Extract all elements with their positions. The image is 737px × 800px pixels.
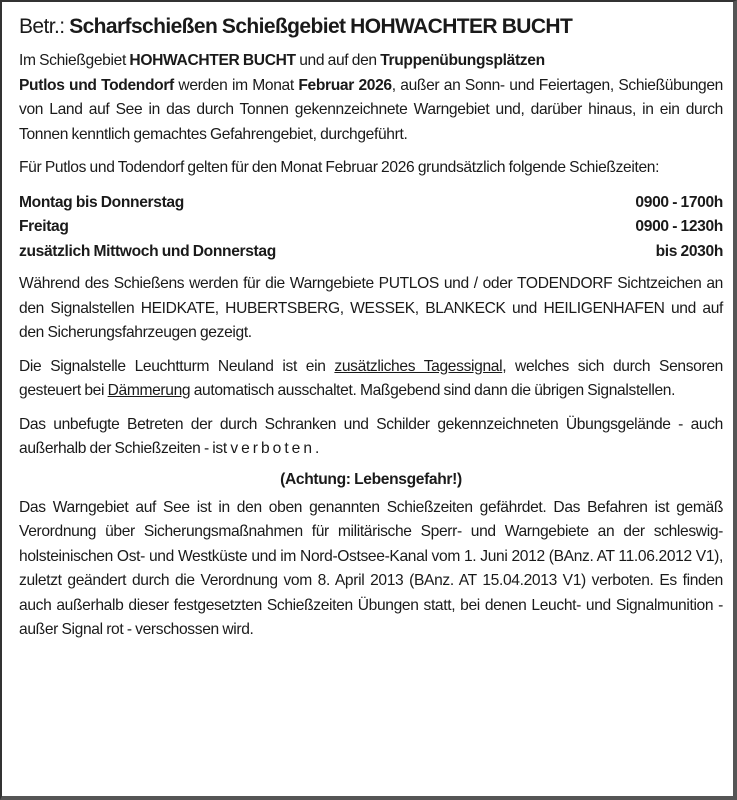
schedule-row: [19, 215, 723, 240]
title-subject: Scharfschießen Schießgebiet HOHWACHTER BUCHT: [69, 15, 573, 38]
sea-paragraph: Das Warngebiet auf See ist in den oben genannten Schießzeiten gefährdet. Das Befahren ist gemäß Verordnung über Sicherungsmaßnahmen für militärische Sperr- und Warngebiete an der schleswig-holsteinischen Ost- und Westküste und im Nord-Ostsee-Kanal vom 1. Juni 2012 (BAnz. AT 11.06.2012 V1), zuletzt geändert durch die Verordnung vom 8. April 2013 (BAnz. AT 15.04.2013 V1) verboten. Es finden auch außerhalb dieser festgesetzten Schießzeiten Übungen statt, bei denen Leucht- und Signalmunition - außer Signal rot - verschossen wird.: [19, 498, 723, 638]
intro-training-areas: Truppenübungsplätzen: [380, 52, 545, 69]
lighthouse-text-2: , welches sich durch Sensoren gesteuert bei: [19, 357, 723, 399]
trespass-period: .: [315, 440, 319, 457]
lighthouse-text-1: Die Signalstelle Leuchtturm Neuland ist ein: [19, 357, 335, 375]
schedule-days: Freitag: [19, 218, 69, 235]
schedule-table: [19, 191, 723, 265]
schedule-intro: Für Putlos und Todendorf gelten für den Monat Februar 2026 grundsätzlich folgende Schießzeiten:: [19, 159, 660, 176]
intro-area-name: HOHWACHTER BUCHT: [129, 52, 296, 69]
intro-text-1: Im Schießgebiet: [19, 52, 130, 69]
danger-warning: (Achtung: Lebensgefahr!): [280, 470, 462, 488]
schedule-days: zusätzlich Mittwoch und Donnerstag: [19, 242, 276, 260]
schedule-days: Montag bis Donnerstag: [19, 193, 184, 211]
trespass-text: Das unbefugte Betreten der durch Schranken und Schilder gekennzeichneten Übungsgelände - auch außerhalb der Schießzeiten - ist: [19, 415, 723, 457]
intro-line-1: [19, 49, 723, 74]
intro-text-2: und auf den: [295, 52, 381, 69]
lighthouse-day-signal: zusätzliches Tagessignal: [334, 357, 503, 375]
schedule-time: 0900 - 1700h: [635, 193, 723, 211]
intro-paragraph: [19, 49, 723, 147]
title-prefix: Betr.:: [19, 15, 65, 38]
intro-month: Februar 2026: [298, 76, 392, 94]
schedule-time: bis 2030h: [655, 242, 723, 260]
trespass-forbidden: verboten: [230, 440, 315, 457]
schedule-row: [19, 240, 723, 265]
lighthouse-text-3: automatisch ausschaltet. Maßgebend sind dann die übrigen Signalstellen.: [190, 382, 676, 399]
notice-title: [19, 12, 723, 42]
notice-content: [19, 12, 723, 652]
signals-paragraph: Während des Schießens werden für die Warngebiete PUTLOS und / oder TODENDORF Sichtzeichen an den Signalstellen HEIDKATE, HUBERTSBERG, WESSEK, BLANKECK und HEILIGENHAFEN und auf den Sicherungsfahrzeugen gezeigt.: [19, 275, 723, 341]
schedule-row: [19, 191, 723, 216]
intro-text-3: werden im Monat: [173, 76, 299, 94]
intro-text-4: , außer an Sonn- und Feiertagen, Schießübungen von Land auf See in das durch Tonnen gekennzeichnete Warngebiet und, darüber hinaus, in ein durch Tonnen kenntlich gemachtes Gefahrengebiet, durchgeführt.: [19, 76, 724, 143]
trespass-paragraph: [19, 413, 723, 462]
schedule-time: 0900 - 1230h: [635, 218, 723, 235]
lighthouse-dusk: Dämmerung: [107, 382, 191, 399]
intro-locations: Putlos und Todendorf: [19, 76, 174, 94]
lighthouse-paragraph: [19, 355, 723, 404]
